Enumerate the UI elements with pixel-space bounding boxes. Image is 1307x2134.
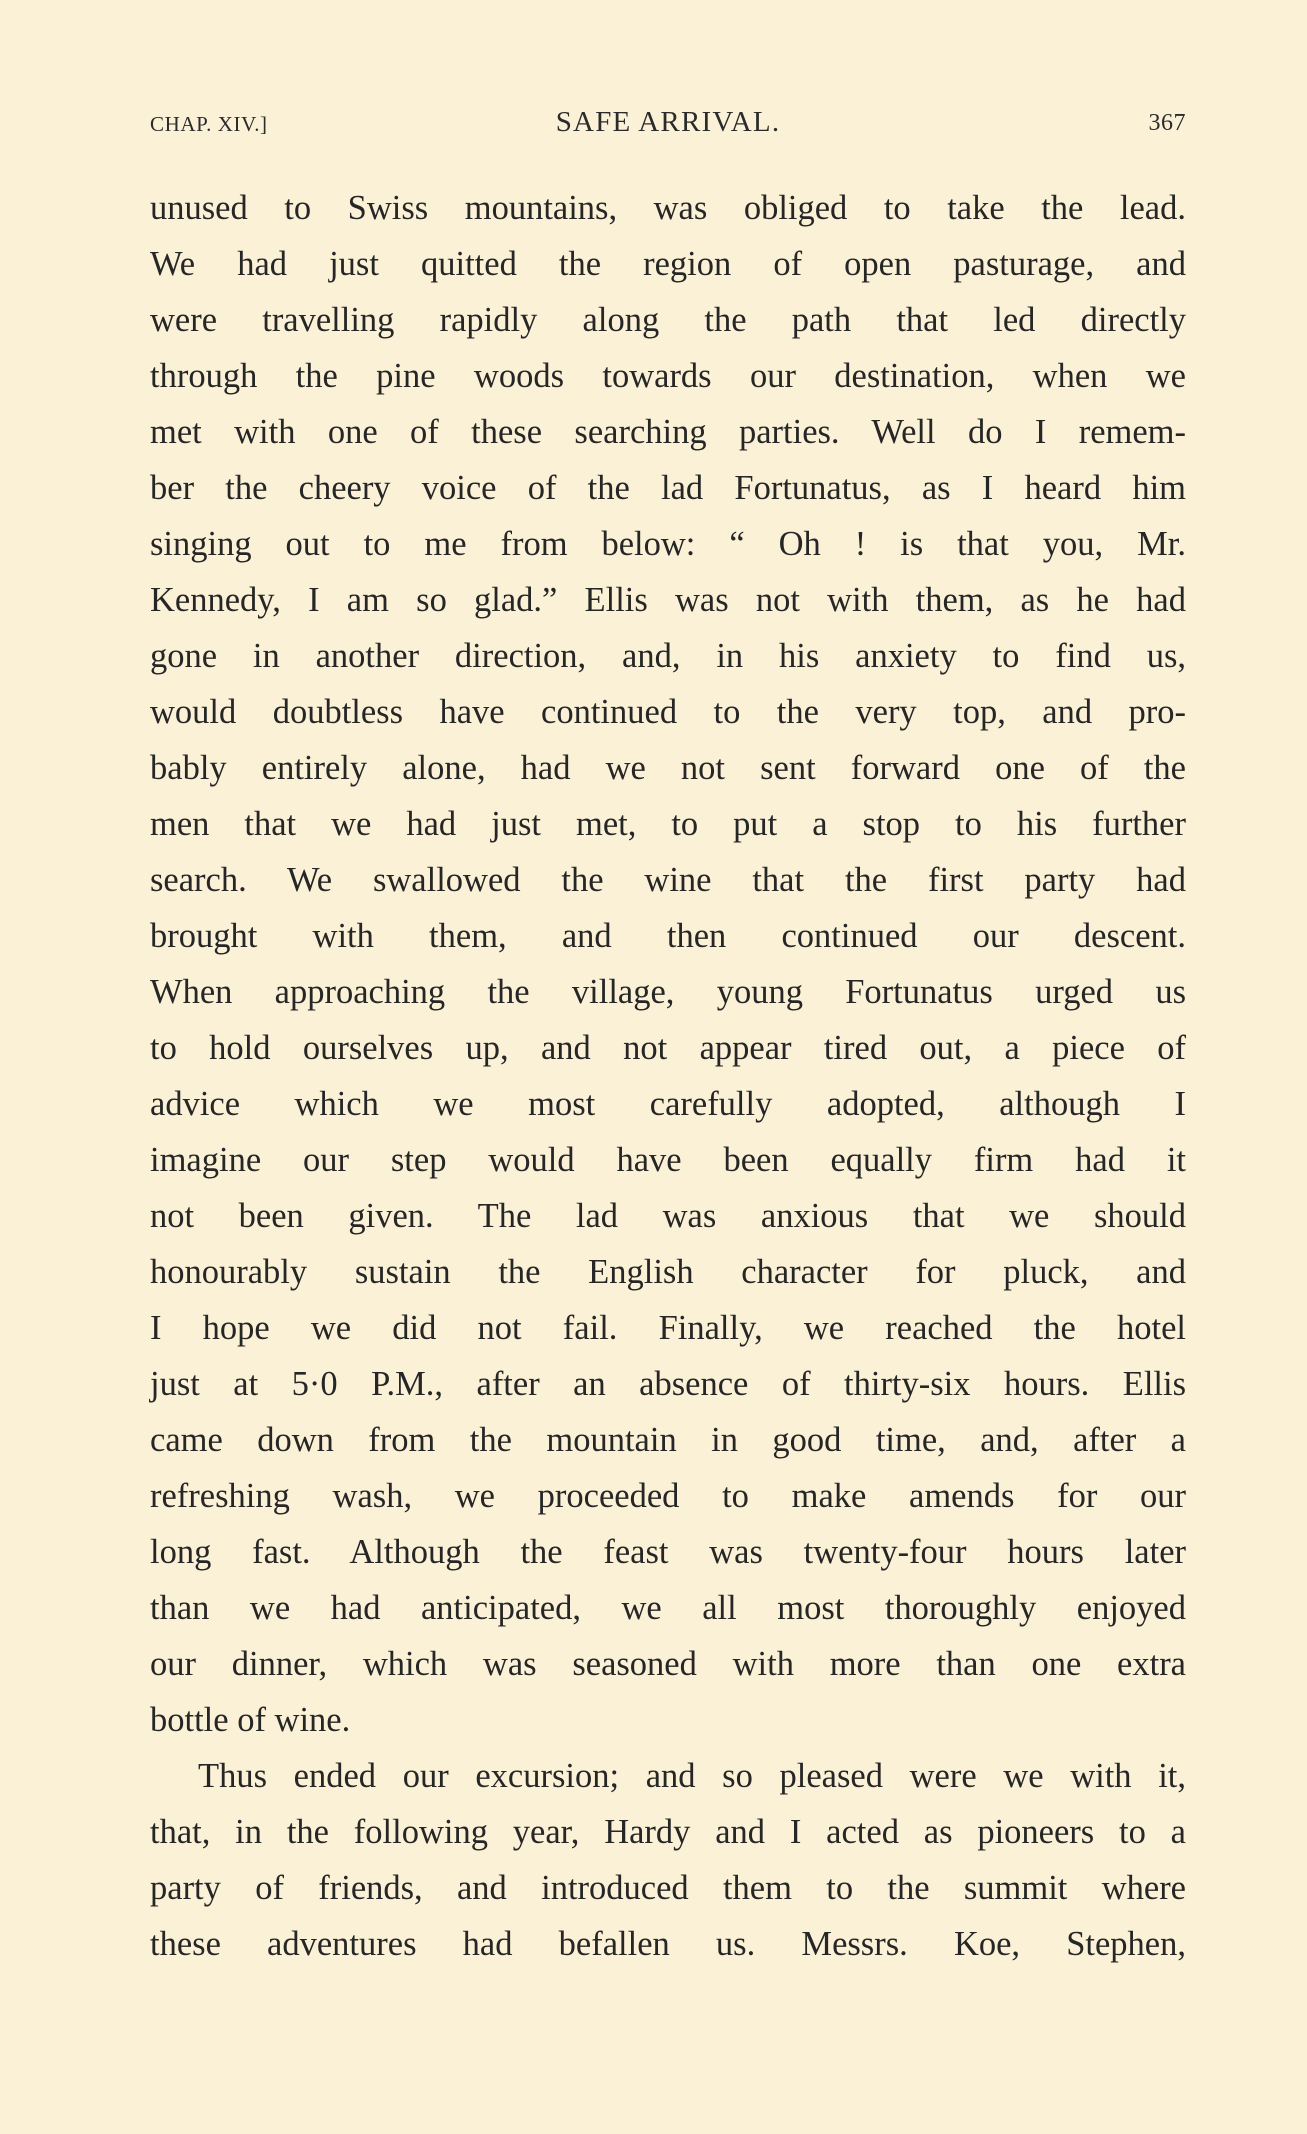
text-line: When approaching the village, young Fortunatus urged us xyxy=(150,973,1186,1011)
text-line: these adventures had befallen us. Messrs. Koe, Stephen, xyxy=(150,1925,1186,1963)
body-text xyxy=(150,180,1186,1972)
text-line: ber the cheery voice of the lad Fortunatus, as I heard him xyxy=(150,469,1186,507)
text-line: our dinner, which was seasoned with more than one extra xyxy=(150,1645,1186,1683)
text-line: met with one of these searching parties. Well do I remem- xyxy=(150,413,1186,451)
running-head xyxy=(150,104,1186,144)
text-line: refreshing wash, we proceeded to make amends for our xyxy=(150,1477,1186,1515)
text-line: singing out to me from below: “ Oh ! is that you, Mr. xyxy=(150,525,1186,563)
text-line: search. We swallowed the wine that the first party had xyxy=(150,861,1186,899)
text-line: not been given. The lad was anxious that we should xyxy=(150,1197,1186,1235)
text-line: just at 5·0 P.M., after an absence of thirty-six hours. Ellis xyxy=(150,1365,1186,1403)
text-line: to hold ourselves up, and not appear tired out, a piece of xyxy=(150,1029,1186,1067)
page-number: 367 xyxy=(1148,110,1186,136)
page-title: SAFE ARRIVAL. xyxy=(555,106,781,138)
text-line: Kennedy, I am so glad.” Ellis was not with them, as he had xyxy=(150,581,1186,619)
text-line: bably entirely alone, had we not sent forward one of the xyxy=(150,749,1186,787)
paragraph-end-line: bottle of wine. xyxy=(150,1701,351,1739)
text-line: party of friends, and introduced them to the summit where xyxy=(150,1869,1186,1907)
chapter-label: CHAP. XIV.] xyxy=(150,112,268,136)
text-line: We had just quitted the region of open pasturage, and xyxy=(150,245,1186,283)
text-line: that, in the following year, Hardy and I acted as pioneers to a xyxy=(150,1813,1186,1851)
paragraph-start-line: Thus ended our excursion; and so pleased were we with it, xyxy=(198,1757,1186,1795)
text-line: would doubtless have continued to the very top, and pro- xyxy=(150,693,1186,731)
text-line: were travelling rapidly along the path that led directly xyxy=(150,301,1186,339)
text-line: long fast. Although the feast was twenty-four hours later xyxy=(150,1533,1186,1571)
text-line: men that we had just met, to put a stop to his further xyxy=(150,805,1186,843)
text-line: than we had anticipated, we all most thoroughly enjoyed xyxy=(150,1589,1186,1627)
text-line: I hope we did not fail. Finally, we reached the hotel xyxy=(150,1309,1186,1347)
text-line: honourably sustain the English character for pluck, and xyxy=(150,1253,1186,1291)
text-line: gone in another direction, and, in his anxiety to find us, xyxy=(150,637,1186,675)
text-line: came down from the mountain in good time, and, after a xyxy=(150,1421,1186,1459)
text-line: advice which we most carefully adopted, although I xyxy=(150,1085,1186,1123)
text-line: through the pine woods towards our destination, when we xyxy=(150,357,1186,395)
text-line: brought with them, and then continued our descent. xyxy=(150,917,1186,955)
text-line: unused to Swiss mountains, was obliged to take the lead. xyxy=(150,189,1186,227)
text-line: imagine our step would have been equally firm had it xyxy=(150,1141,1186,1179)
